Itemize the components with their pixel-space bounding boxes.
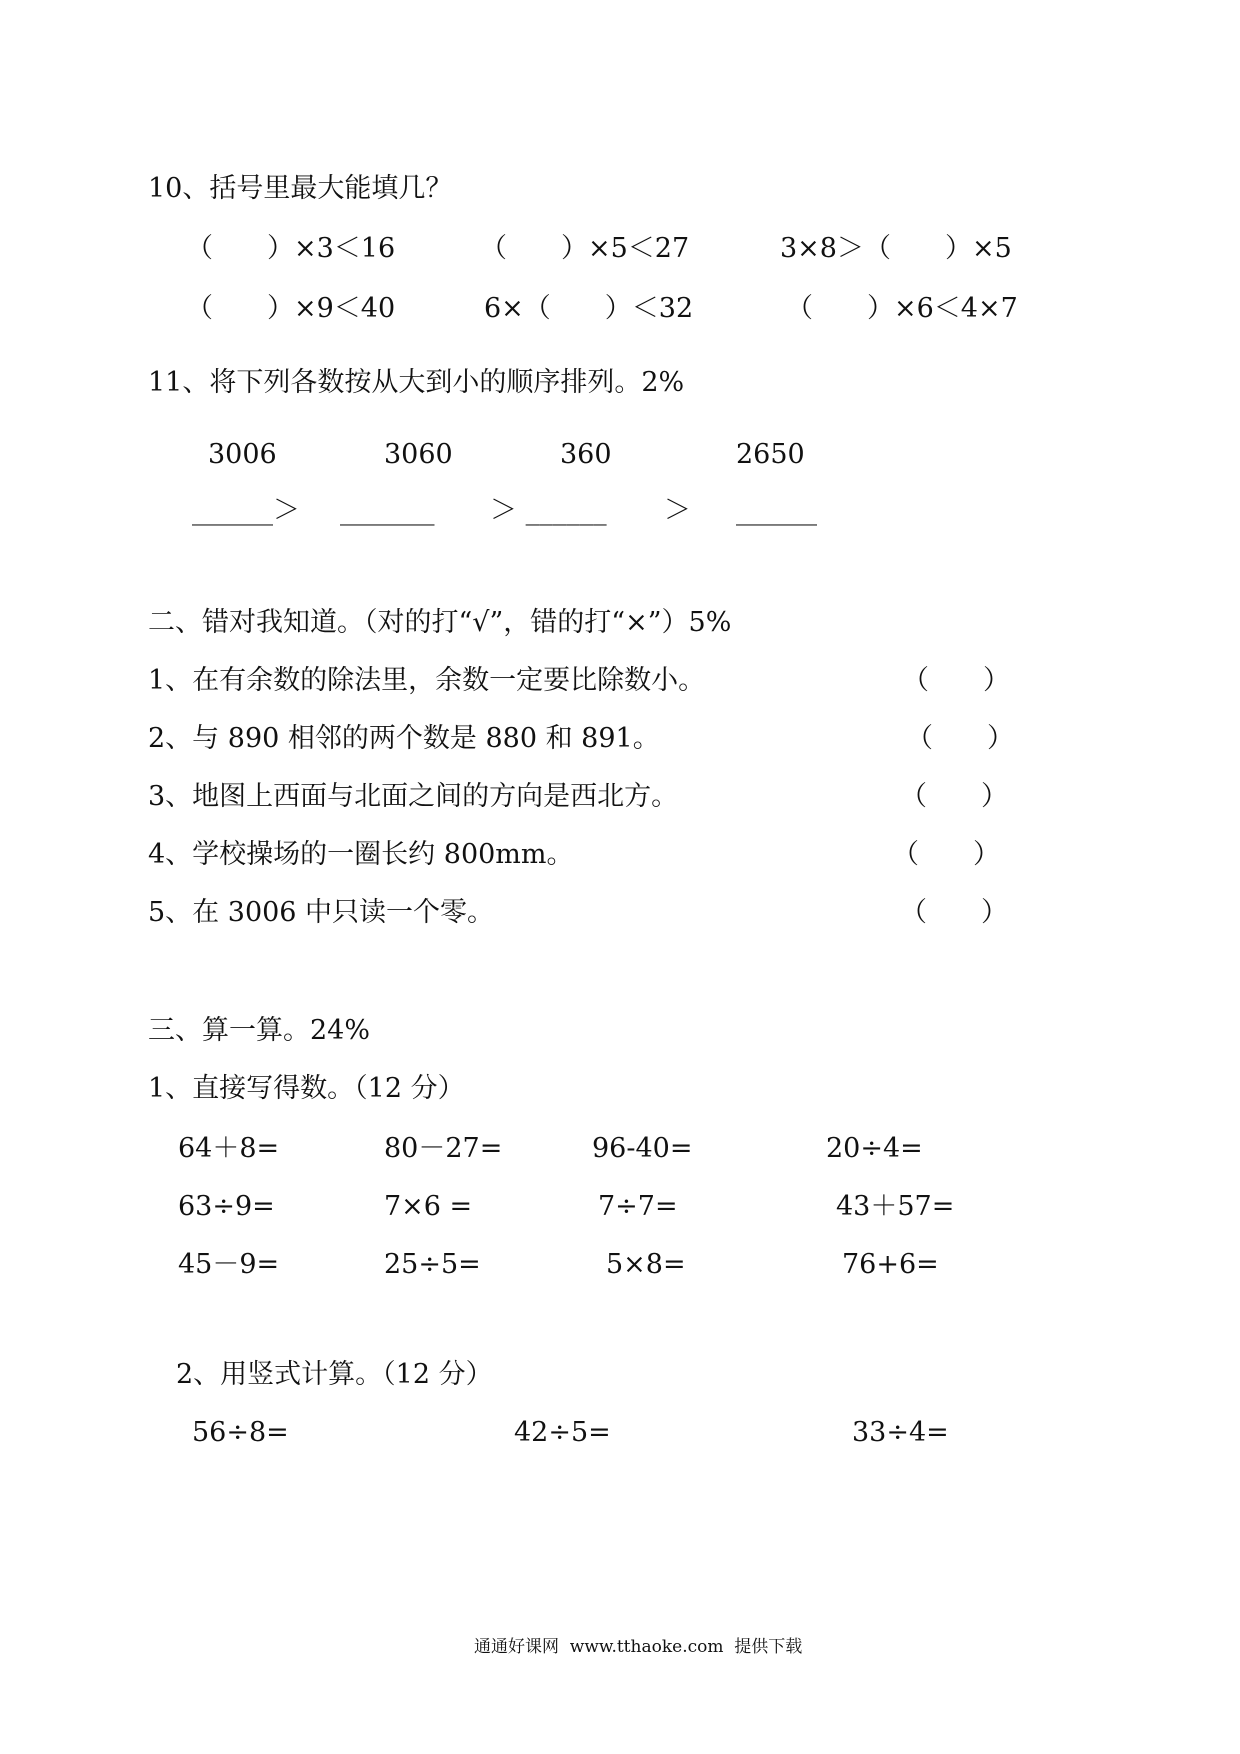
q11-blank-4[interactable]: ______ <box>736 495 817 526</box>
q10-item-6: （ ）×6＜4×7 <box>786 293 1018 324</box>
section3-part1-title: 1、直接写得数。（12 分） <box>148 1073 465 1104</box>
section3-part2-title: 2、用竖式计算。（12 分） <box>176 1359 493 1390</box>
calc-3-1: 45－9= <box>178 1249 280 1280</box>
section2-item-2-text: 2、与 890 相邻的两个数是 880 和 891。 <box>148 723 660 754</box>
calc-1-1: 64＋8= <box>178 1133 280 1164</box>
section2-item-4-text: 4、学校操场的一圈长约 800mm。 <box>148 839 574 870</box>
calc-1-4: 20÷4= <box>826 1133 923 1164</box>
q10-title: 10、括号里最大能填几？ <box>148 173 453 204</box>
calc-3-4: 76+6= <box>842 1249 939 1280</box>
q11-gt-sign: ＞ <box>664 495 691 526</box>
calc-3-3: 5×8= <box>606 1249 686 1280</box>
q11-number-3: 360 <box>560 439 612 470</box>
q11-number-4: 2650 <box>736 439 805 470</box>
section2-item-3-answer[interactable]: （ ） <box>900 781 1008 812</box>
q10-item-5: 6×（ ）＜32 <box>484 293 694 324</box>
section2-item-2-answer[interactable]: （ ） <box>906 723 1014 754</box>
section2-item-5-answer[interactable]: （ ） <box>900 897 1008 928</box>
section2-item-1-text: 1、在有余数的除法里，余数一定要比除数小。 <box>148 665 706 696</box>
calc-1-3: 96-40= <box>592 1133 693 1164</box>
q11-blank-2[interactable]: _______ <box>340 495 435 526</box>
q11-blank-3[interactable]: ＞ ______ <box>490 495 607 526</box>
section2-item-3-text: 3、地图上西面与北面之间的方向是西北方。 <box>148 781 679 812</box>
q10-item-1: （ ）×3＜16 <box>186 233 396 264</box>
calc-2-3: 7÷7= <box>598 1191 678 1222</box>
vertical-calc-2: 42÷5= <box>514 1417 611 1448</box>
calc-2-2: 7×6 = <box>384 1191 473 1222</box>
section2-item-1-answer[interactable]: （ ） <box>902 665 1010 696</box>
q11-title: 11、将下列各数按从大到小的顺序排列。2% <box>148 367 685 398</box>
section2-title: 二、错对我知道。（对的打“√”，错的打“×”）5% <box>148 607 732 638</box>
calc-2-4: 43＋57= <box>836 1191 955 1222</box>
calc-1-2: 80－27= <box>384 1133 503 1164</box>
section3-title: 三、算一算。24% <box>148 1015 371 1046</box>
q11-blank-1[interactable]: ______＞ <box>192 495 300 526</box>
section2-item-4-answer[interactable]: （ ） <box>892 839 1000 870</box>
calc-3-2: 25÷5= <box>384 1249 481 1280</box>
vertical-calc-3: 33÷4= <box>852 1417 949 1448</box>
vertical-calc-1: 56÷8= <box>192 1417 289 1448</box>
q10-item-3: 3×8＞（ ）×5 <box>780 233 1012 264</box>
footer-text: 通通好课网 www.tthaoke.com 提供下载 <box>474 1637 803 1657</box>
q10-item-4: （ ）×9＜40 <box>186 293 396 324</box>
q11-number-1: 3006 <box>208 439 277 470</box>
calc-2-1: 63÷9= <box>178 1191 275 1222</box>
q11-number-2: 3060 <box>384 439 453 470</box>
section2-item-5-text: 5、在 3006 中只读一个零。 <box>148 897 495 928</box>
q10-item-2: （ ）×5＜27 <box>480 233 690 264</box>
